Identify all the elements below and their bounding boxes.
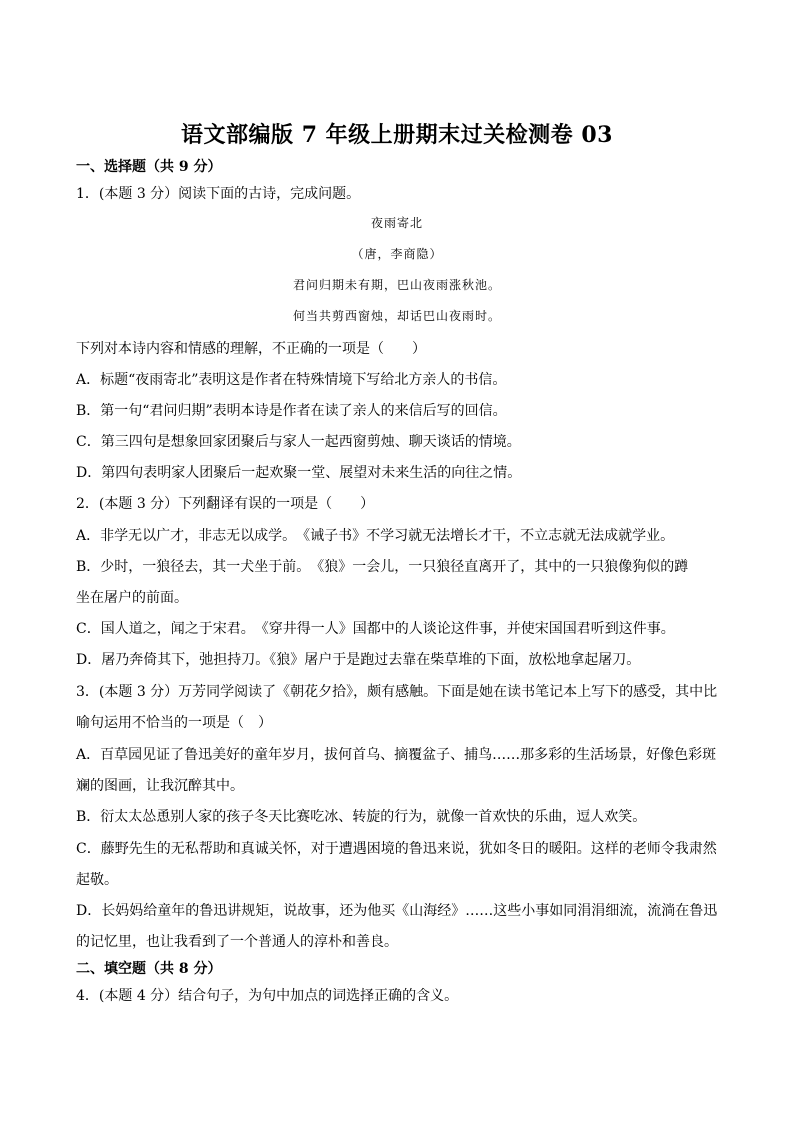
section-heading-choice: 一、选择题（共 9 分） <box>76 159 222 175</box>
question-1-prompt: 下列对本诗内容和情感的理解，不正确的一项是（ ） <box>76 341 426 357</box>
question-3-option-a-cont: 斓的图画，让我沉醉其中。 <box>76 778 244 794</box>
question-3-stem-cont: 喻句运用不恰当的一项是（ ） <box>76 715 272 731</box>
question-3-option-c: C．藤野先生的无私帮助和真诚关怀，对于遭遇困境的鲁迅来说，犹如冬日的暖阳。这样的老师令我肃然 <box>76 841 717 857</box>
question-2-stem: 2．(本题 3 分）下列翻译有误的一项是（ ） <box>76 496 375 512</box>
question-2-option-a: A．非学无以广才，非志无以成学。 《诫子书》不学习就无法增长才干，不立志就无法成就学业。 <box>76 528 675 544</box>
question-1-option-c: C．第三四句是想象回家团聚后与家人一起西窗剪烛、聊天谈话的情境。 <box>76 434 521 450</box>
question-1-option-b: B．第一句“君问归期”表明本诗是作者在读了亲人的来信后写的回信。 <box>76 403 507 419</box>
question-3-option-d: D．长妈妈给童年的鲁迅讲规矩，说故事，还为他买《山海经》……这些小事如同涓涓细流，流淌在鲁迅 <box>76 903 718 919</box>
poem-line-2: 何当共剪西窗烛，却话巴山夜雨时。 <box>292 309 501 323</box>
question-3-stem: 3．(本题 3 分）万芳同学阅读了《朝花夕拾》，颇有感触。下面是她在读书笔记本上写下的感受，其中比 <box>76 684 718 700</box>
poem-title: 夜雨寄北 <box>370 216 423 230</box>
question-3-option-d-cont: 的记忆里，也让我看到了一个普通人的淳朴和善良。 <box>76 934 398 950</box>
question-3-option-b: B．衍太太怂恿别人家的孩子冬天比赛吃冰、转旋的行为，就像一首欢快的乐曲，逗人欢笑。 <box>76 809 647 825</box>
question-1-stem: 1．(本题 3 分）阅读下面的古诗，完成问题。 <box>76 186 361 202</box>
section-heading-fill: 二、填空题（共 8 分） <box>76 961 222 977</box>
question-3-option-a: A．百草园见证了鲁迅美好的童年岁月，拔何首乌、摘覆盆子、捕鸟……那多彩的生活场景，好像色彩斑 <box>76 747 717 763</box>
question-4-stem: 4．(本题 4 分）结合句子，为句中加点的词选择正确的含义。 <box>76 988 459 1004</box>
question-2-option-b: B．少时，一狼径去，其一犬坐于前。 《狼》一会儿，一只狼径直离开了，其中的一只狼像狗似的蹲 <box>76 559 689 575</box>
question-2-option-b-cont: 坐在屠户的前面。 <box>76 590 188 606</box>
page-title: 语文部编版 7 年级上册期末过关检测卷 03 <box>181 122 613 148</box>
question-1-option-d: D．第四句表明家人团聚后一起欢聚一堂、展望对未来生活的向往之情。 <box>76 465 522 481</box>
question-2-option-d: D．屠乃奔倚其下，弛担持刀。《狼》屠户于是跑过去靠在柴草堆的下面，放松地拿起屠刀。 <box>76 652 641 668</box>
poem-author: （唐，李商隐） <box>351 247 443 261</box>
question-2-option-c: C．国人道之，闻之于宋君。 《穿井得一人》国都中的人谈论这件事，并使宋国国君听到这件事。 <box>76 621 675 637</box>
poem-line-1: 君问归期未有期，巴山夜雨涨秋池。 <box>292 278 501 292</box>
question-3-option-c-cont: 起敬。 <box>76 872 118 888</box>
question-1-option-a: A．标题“夜雨寄北”表明这是作者在特殊情境下写给北方亲人的书信。 <box>76 372 507 388</box>
